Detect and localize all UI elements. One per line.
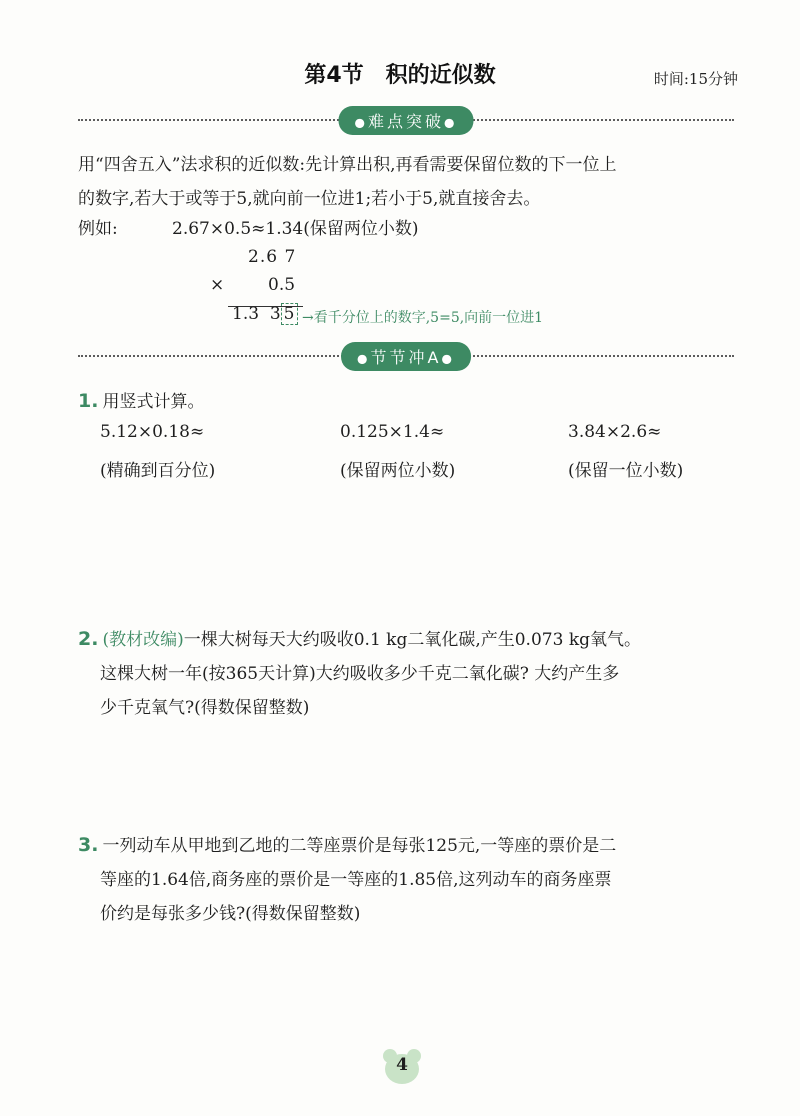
calc-operator: × bbox=[210, 275, 225, 295]
section-label-text: 节节冲A bbox=[370, 348, 442, 367]
question-text: 用竖式计算。 bbox=[102, 392, 205, 412]
question-number: 1. bbox=[78, 390, 99, 412]
page-number-badge bbox=[380, 1046, 424, 1086]
q1-item-2-note: (保留两位小数) bbox=[340, 461, 456, 481]
q1-item-3-expr: 3.84×2.6≈ bbox=[568, 422, 662, 442]
q1-item-1-expr: 5.12×0.18≈ bbox=[100, 422, 205, 442]
question-line: 等座的1.64倍,商务座的票价是一等座的1.85倍,这列动车的商务座票 bbox=[100, 870, 612, 890]
rule-paragraph bbox=[78, 148, 738, 216]
section-divider-difficulty bbox=[78, 106, 734, 134]
page-number: 4 bbox=[396, 1055, 408, 1075]
bullet-icon: ● bbox=[357, 351, 371, 366]
time-limit: 时间:15分钟 bbox=[653, 70, 738, 88]
question-line: 一棵大树每天大约吸收0.1 kg二氧化碳,产生0.073 kg氧气。 bbox=[183, 630, 641, 650]
section-label-difficulty bbox=[339, 106, 474, 135]
rule-line: 的数字,若大于或等于5,就向前一位进1;若小于5,就直接舍去。 bbox=[78, 189, 541, 209]
q1-item-1-note: (精确到百分位) bbox=[100, 461, 216, 481]
section-label-text: 难点突破 bbox=[367, 112, 445, 131]
calc-row-2: 0.5 bbox=[268, 275, 296, 295]
calc-result-digits: 1.3 3 bbox=[232, 304, 281, 324]
bullet-icon: ● bbox=[444, 115, 458, 130]
bullet-icon: ● bbox=[354, 115, 368, 130]
section-title: 积的近似数 bbox=[385, 63, 496, 88]
question-2 bbox=[78, 622, 738, 725]
calc-result bbox=[232, 304, 298, 324]
example-label: 例如: bbox=[78, 219, 118, 239]
calc-row-1: 2.6 7 bbox=[248, 247, 297, 267]
section-label-practice bbox=[341, 342, 471, 371]
example-expression: 2.67×0.5≈1.34(保留两位小数) bbox=[172, 219, 419, 239]
question-3 bbox=[78, 828, 738, 931]
question-line: 一列动车从甲地到乙地的二等座票价是每张125元,一等座的票价是二 bbox=[102, 836, 617, 856]
calc-result-boxed-digit: 5 bbox=[281, 303, 298, 325]
bullet-icon: ● bbox=[441, 351, 455, 366]
rule-line: 用“四舍五入”法求积的近似数:先计算出积,再看需要保留位数的下一位上 bbox=[78, 155, 617, 175]
question-number: 2. bbox=[78, 628, 99, 650]
question-line: 少千克氧气?(得数保留整数) bbox=[100, 698, 310, 718]
q1-item-2-expr: 0.125×1.4≈ bbox=[340, 422, 445, 442]
question-line: 这棵大树一年(按365天计算)大约吸收多少千克二氧化碳? 大约产生多 bbox=[100, 664, 620, 684]
q1-item-3-note: (保留一位小数) bbox=[568, 461, 684, 481]
section-number: 第4节 bbox=[304, 63, 364, 88]
question-number: 3. bbox=[78, 834, 99, 856]
question-tag: (教材改编) bbox=[102, 630, 184, 650]
question-line: 价约是每张多少钱?(得数保留整数) bbox=[100, 904, 361, 924]
calc-note: →看千分位上的数字,5=5,向前一位进1 bbox=[302, 310, 544, 326]
section-divider-practice bbox=[78, 342, 734, 370]
question-1 bbox=[78, 384, 738, 419]
